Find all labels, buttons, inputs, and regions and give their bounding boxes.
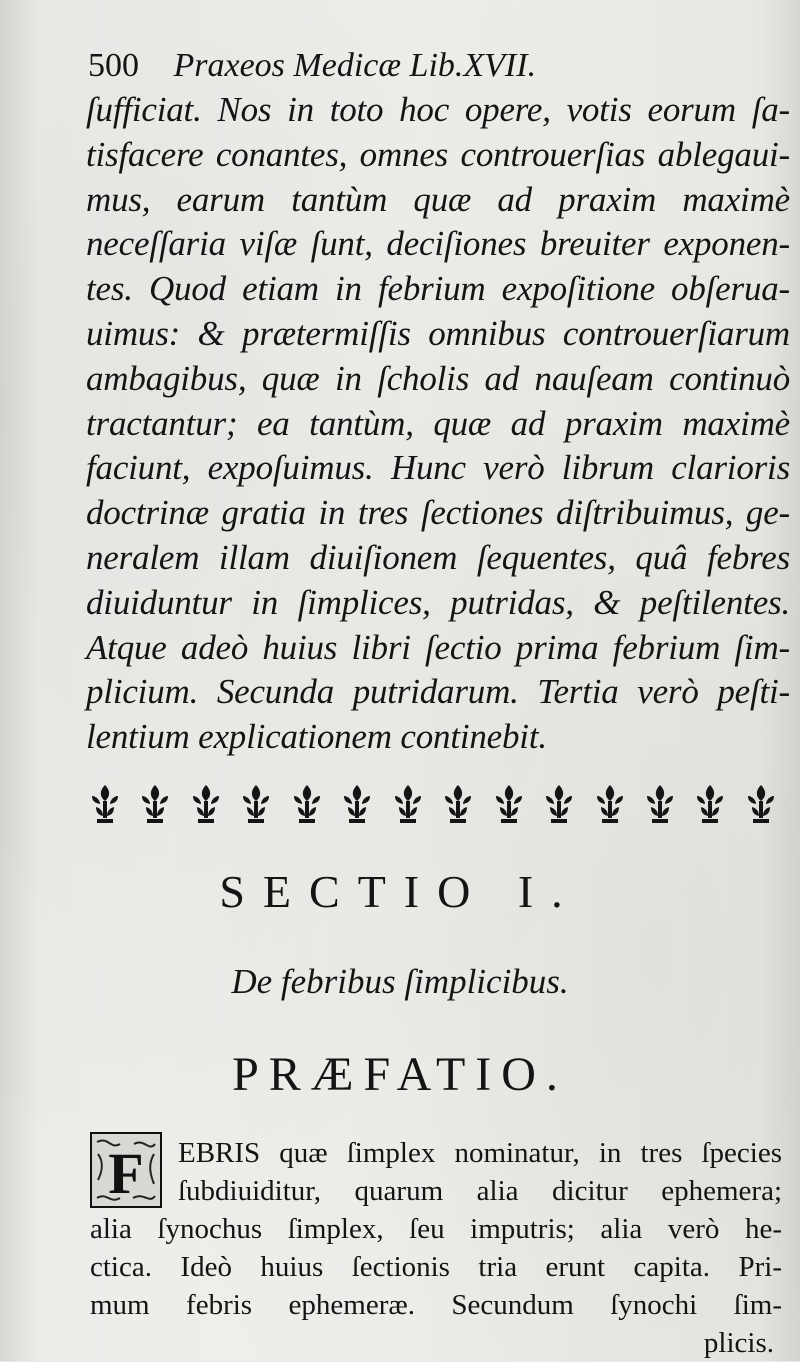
fleuron-icon	[340, 783, 374, 825]
page-number: 500	[88, 47, 139, 84]
fleuron-icon	[542, 783, 576, 825]
text-line: tes. Quod etiam in febrium expoſitione obſerua-	[86, 269, 790, 309]
drop-cap-letter: F	[108, 1141, 144, 1206]
text-line: uimus: & prætermiſſis omnibus controuerſiarum	[86, 313, 790, 353]
text-line: EBRIS quæ ſimplex nominatur, in tres ſpecies	[178, 1137, 782, 1169]
running-title: Praxeos Medicæ Lib.XVII.	[173, 47, 537, 84]
preface-body-text	[90, 1134, 782, 1362]
text-line: doctrinæ gratia in tres ſectiones diſtribuimus, ge-	[86, 493, 790, 533]
text-line: tractantur; ea tantùm, quæ ad praxim maximè	[86, 403, 790, 443]
fleuron-icon	[744, 783, 778, 825]
text-line: mum febris ephemeræ. Secundum ſynochi ſim-	[90, 1289, 782, 1321]
text-line: ſufficiat. Nos in toto hoc opere, votis eorum ſa-	[86, 90, 790, 129]
preface-title: PRÆFATIO.	[232, 1048, 568, 1101]
fleuron-icon	[492, 783, 526, 825]
fleuron-icon	[239, 783, 273, 825]
fleuron-icon	[138, 783, 172, 825]
section-subtitle: De febribus ſimplicibus.	[231, 962, 569, 1001]
section-title: SECTIO I.	[219, 866, 581, 917]
ornament-row	[88, 778, 778, 830]
text-line: ctica. Ideò huius ſectionis tria erunt capita. Pri-	[90, 1251, 782, 1283]
text-line: neralem illam diuiſionem ſequentes, quâ febres	[86, 537, 790, 577]
text-line: faciunt, expoſuimus. Hunc verò librum clarioris	[86, 448, 790, 488]
text-line: tisfacere conantes, omnes controuerſias ablegaui-	[86, 134, 790, 174]
text-line: plicium. Secunda putridarum. Tertia verò peſti-	[86, 672, 790, 712]
running-header	[88, 42, 688, 90]
text-line: mus, earum tantùm quæ ad praxim maximè	[86, 179, 790, 219]
fleuron-icon	[693, 783, 727, 825]
fleuron-icon	[290, 783, 324, 825]
text-line: diuiduntur in ſimplices, putridas, & peſtilentes.	[86, 582, 790, 622]
text-line: neceſſaria viſæ ſunt, deciſiones breuiter exponen-	[86, 224, 790, 264]
fleuron-icon	[391, 783, 425, 825]
text-line: ambagibus, quæ in ſcholis ad nauſeam continuò	[86, 358, 790, 398]
text-line: alia ſynochus ſimplex, ſeu imputris; alia verò he-	[90, 1213, 782, 1245]
italic-body-text	[86, 88, 790, 760]
fleuron-icon	[441, 783, 475, 825]
fleuron-icon	[593, 783, 627, 825]
fleuron-icon	[88, 783, 122, 825]
text-line: Atque adeò huius libri ſectio prima febrium ſim-	[86, 627, 790, 667]
text-line: lentium explicationem continebit.	[86, 717, 547, 757]
text-line: ſubdiuiditur, quarum alia dicitur ephemera;	[178, 1175, 782, 1207]
fleuron-icon	[643, 783, 677, 825]
text-line: plicis.	[703, 1327, 774, 1359]
fleuron-icon	[189, 783, 223, 825]
